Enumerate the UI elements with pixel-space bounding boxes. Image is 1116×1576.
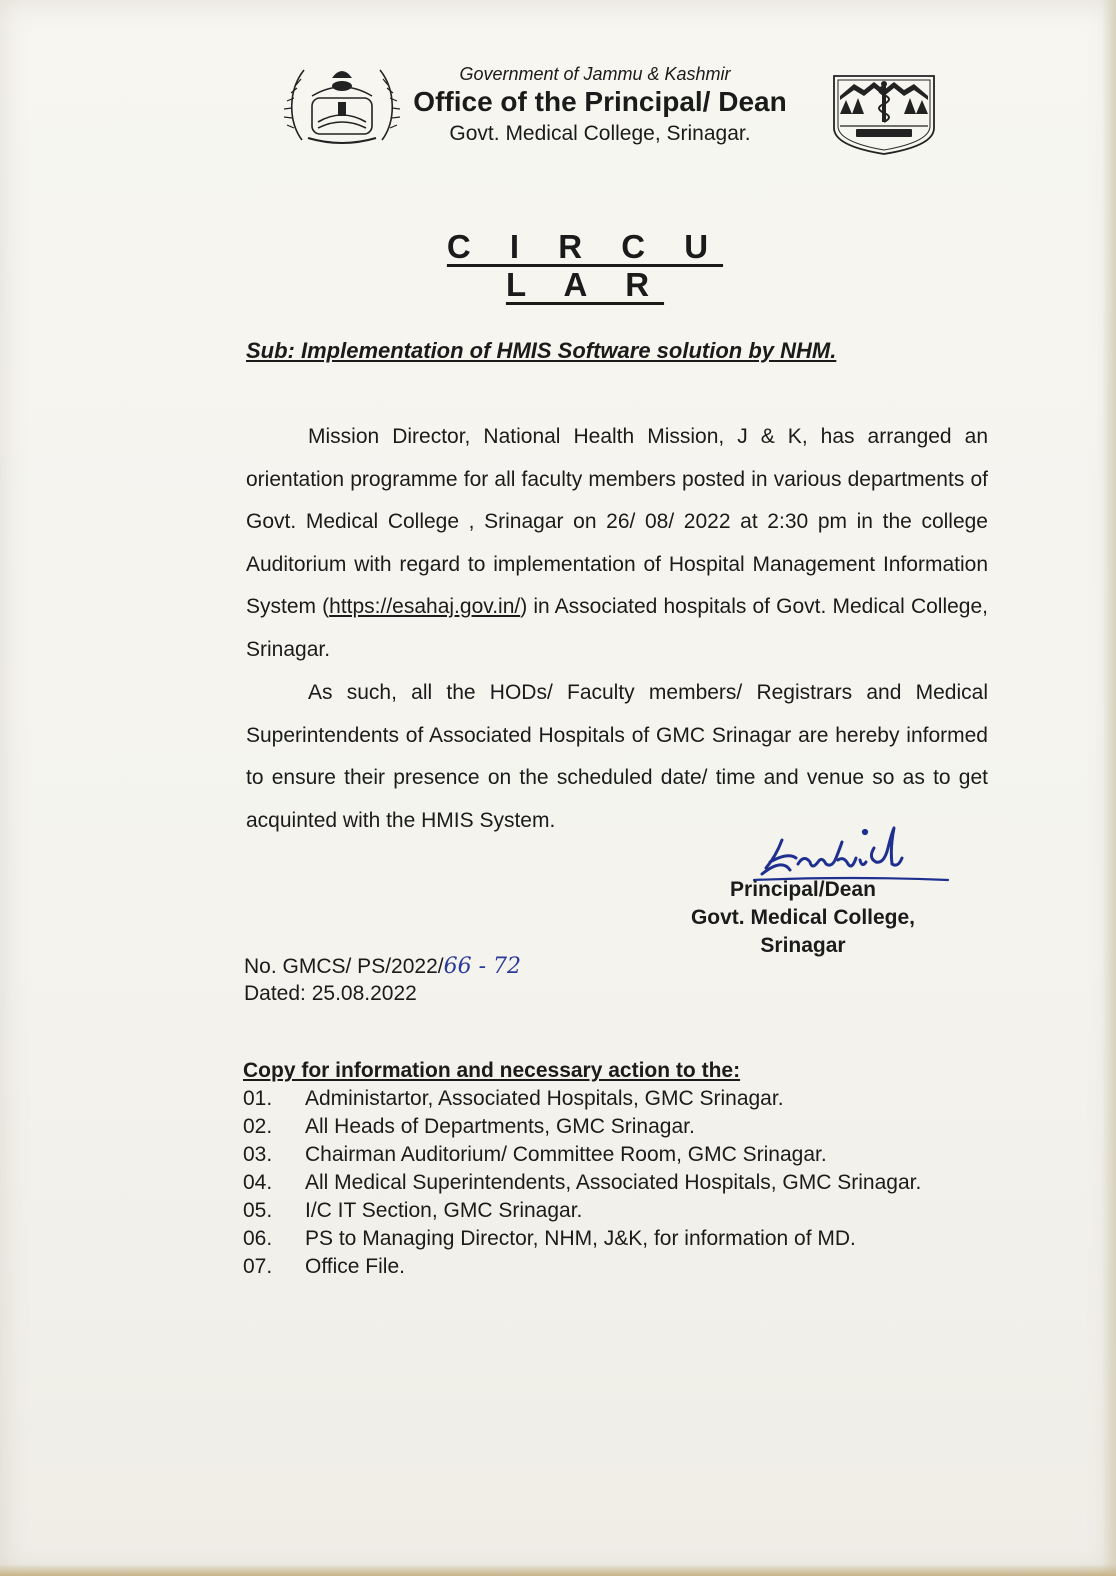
- list-item: [243, 1087, 1003, 1115]
- circular-heading: C I R C U L A R: [446, 228, 724, 303]
- reference-number: [244, 954, 521, 979]
- item-text: I/C IT Section, GMC Srinagar.: [305, 1199, 583, 1222]
- copy-to-list: [243, 1087, 1003, 1283]
- hmis-website-link[interactable]: https://esahaj.gov.in/: [329, 595, 521, 618]
- item-number: 03.: [243, 1143, 273, 1166]
- list-item: [243, 1115, 1003, 1143]
- jk-government-emblem-icon: [282, 56, 402, 152]
- item-text: PS to Managing Director, NHM, J&K, for information of MD.: [305, 1227, 856, 1250]
- paper-bottom-edge: [0, 1564, 1116, 1576]
- signatory-block: [672, 876, 934, 960]
- item-number: 01.: [243, 1087, 273, 1110]
- signatory-city: Srinagar: [760, 934, 846, 957]
- item-text: All Heads of Departments, GMC Srinagar.: [305, 1115, 695, 1138]
- paragraph-1-text-end: ) in Associated hospitals of Govt. Medical College, Srinagar.: [246, 595, 988, 661]
- list-item: [243, 1227, 1003, 1255]
- reference-date: Dated: 25.08.2022: [244, 982, 417, 1005]
- college-crest-icon: [826, 72, 942, 156]
- paragraph-1-text: Mission Director, National Health Mission, J & K, has arranged an orientation programme for all faculty members posted in various departments of Govt. Medical College , Srinagar on 26/ 08/ 2022 at 2:30 pm in the college Auditorium with regard to implementation of Hospital Management Information System (: [246, 425, 988, 618]
- paper-edge-shadow: [1102, 0, 1116, 1576]
- list-item: [243, 1255, 1003, 1283]
- item-number: 02.: [243, 1115, 273, 1138]
- body-paragraph-2: As such, all the HODs/ Faculty members/ Registrars and Medical Superintendents of Associated Hospitals of GMC Srinagar are hereby informed to ensure their presence on the scheduled date/ time and venue so as to get acquinted with the HMIS System.: [246, 681, 988, 832]
- item-text: Chairman Auditorium/ Committee Room, GMC Srinagar.: [305, 1143, 827, 1166]
- subject-line: Sub: Implementation of HMIS Software solution by NHM.: [246, 338, 837, 363]
- item-text: Office File.: [305, 1255, 405, 1278]
- college-name: Govt. Medical College, Srinagar.: [449, 122, 751, 145]
- reference-number-handwritten: 66 - 72: [443, 954, 522, 979]
- list-item: [243, 1143, 1003, 1171]
- signatory-designation: Principal/Dean: [730, 878, 876, 901]
- office-title: Office of the Principal/ Dean: [413, 86, 787, 117]
- government-name: Government of Jammu & Kashmir: [459, 64, 731, 84]
- reference-number-printed: No. GMCS/ PS/2022/: [244, 955, 444, 978]
- list-item: [243, 1199, 1003, 1227]
- body-paragraph-1: [246, 416, 988, 671]
- item-text: Administartor, Associated Hospitals, GMC Srinagar.: [305, 1087, 784, 1110]
- copy-to-heading: Copy for information and necessary action to the:: [243, 1059, 741, 1082]
- item-number: 06.: [243, 1227, 273, 1250]
- list-item: [243, 1171, 1003, 1199]
- item-number: 04.: [243, 1171, 273, 1194]
- item-number: 05.: [243, 1199, 273, 1222]
- item-text: All Medical Superintendents, Associated Hospitals, GMC Srinagar.: [305, 1171, 922, 1194]
- signatory-college: Govt. Medical College,: [690, 906, 916, 929]
- item-number: 07.: [243, 1255, 273, 1278]
